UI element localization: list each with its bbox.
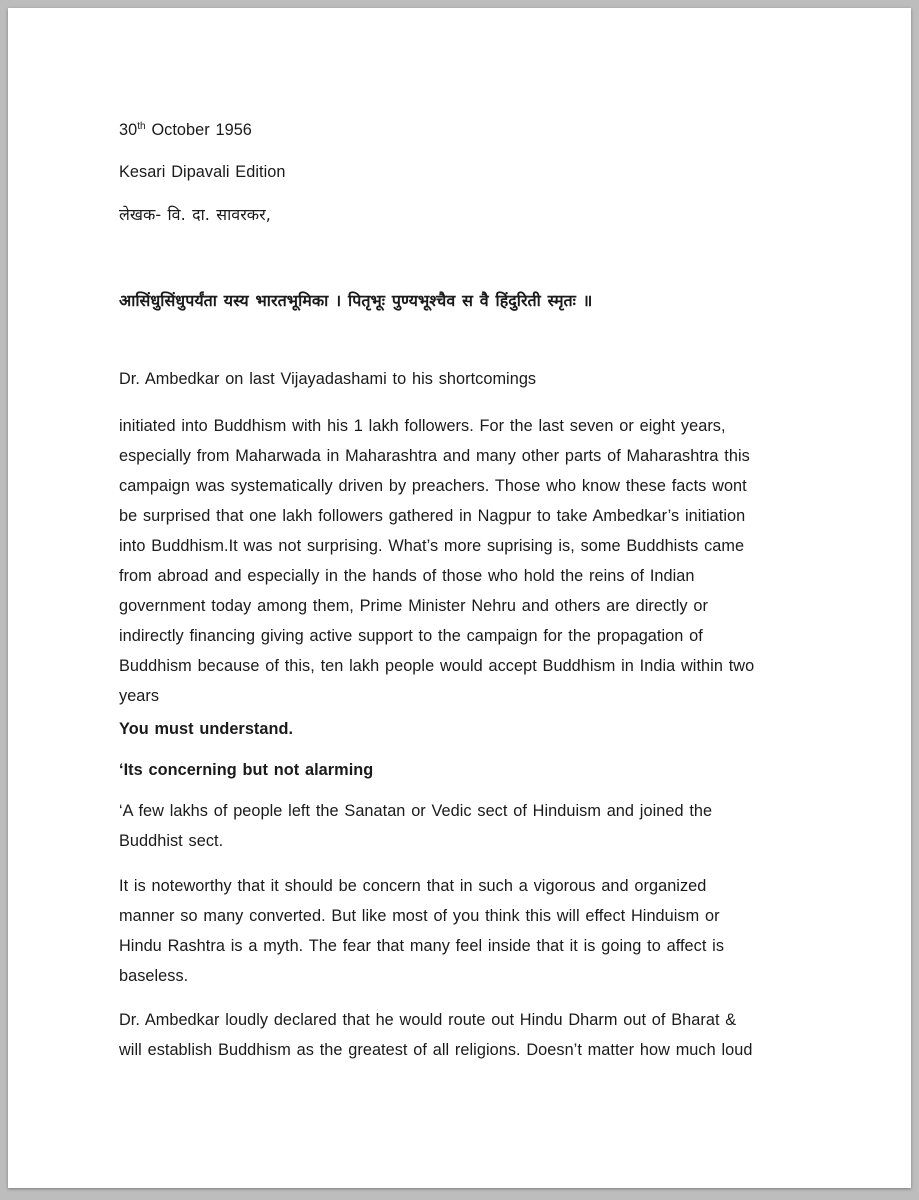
paragraph3-line: manner so many converted. But like most of you think this will effect Hinduism or xyxy=(119,907,720,925)
paragraph1-line: be surprised that one lakh followers gathered in Nagpur to take Ambedkar’s initiation xyxy=(119,507,746,525)
paragraph1-line: campaign was systematically driven by preachers. Those who know these facts wont xyxy=(119,477,747,495)
paragraph3-line: It is noteworthy that it should be concern that in such a vigorous and organized xyxy=(119,877,707,895)
paragraph4-line: Dr. Ambedkar loudly declared that he would route out Hindu Dharm out of Bharat & xyxy=(119,1011,737,1029)
heading-understand: You must understand. xyxy=(119,720,294,738)
paragraph1-line: Buddhism because of this, ten lakh people would accept Buddhism in India within two xyxy=(119,657,755,675)
sanskrit-verse: आसिंधुसिंधुपर्यंता यस्य भारतभूमिका । पितृभूः पुण्यभूश्चैव स वै हिंदुरिती स्मृतः ॥ xyxy=(119,291,593,310)
paragraph1-line: initiated into Buddhism with his 1 lakh followers. For the last seven or eight years, xyxy=(119,417,726,435)
paragraph2-line: Buddhist sect. xyxy=(119,832,224,850)
paragraph1-line: government today among them, Prime Minister Nehru and others are directly or xyxy=(119,597,708,615)
document-page xyxy=(8,8,911,1188)
heading-concerning: ‘Its concerning but not alarming xyxy=(119,761,374,779)
paragraph1-line: from abroad and especially in the hands of those who hold the reins of Indian xyxy=(119,567,695,585)
paragraph3-line: Hindu Rashtra is a myth. The fear that many feel inside that it is going to affect is xyxy=(119,937,725,955)
paragraph4-line: will establish Buddhism as the greatest of all religions. Doesn’t matter how much loud xyxy=(119,1041,753,1059)
edition-line: Kesari Dipavali Edition xyxy=(119,163,286,181)
author-line: लेखक- वि. दा. सावरकर, xyxy=(119,205,271,224)
paragraph1-line: into Buddhism.It was not surprising. What’s more suprising is, some Buddhists came xyxy=(119,537,745,555)
paragraph1-line: years xyxy=(119,687,160,705)
paragraph1-line: indirectly financing giving active support to the campaign for the propagation of xyxy=(119,627,703,645)
paragraph2-line: ‘A few lakhs of people left the Sanatan or Vedic sect of Hinduism and joined the xyxy=(119,802,713,820)
paragraph3-line: baseless. xyxy=(119,967,189,985)
intro-line: Dr. Ambedkar on last Vijayadashami to his shortcomings xyxy=(119,370,537,388)
date-line: 30th October 1956 xyxy=(119,121,252,139)
paragraph1-line: especially from Maharwada in Maharashtra and many other parts of Maharashtra this xyxy=(119,447,750,465)
